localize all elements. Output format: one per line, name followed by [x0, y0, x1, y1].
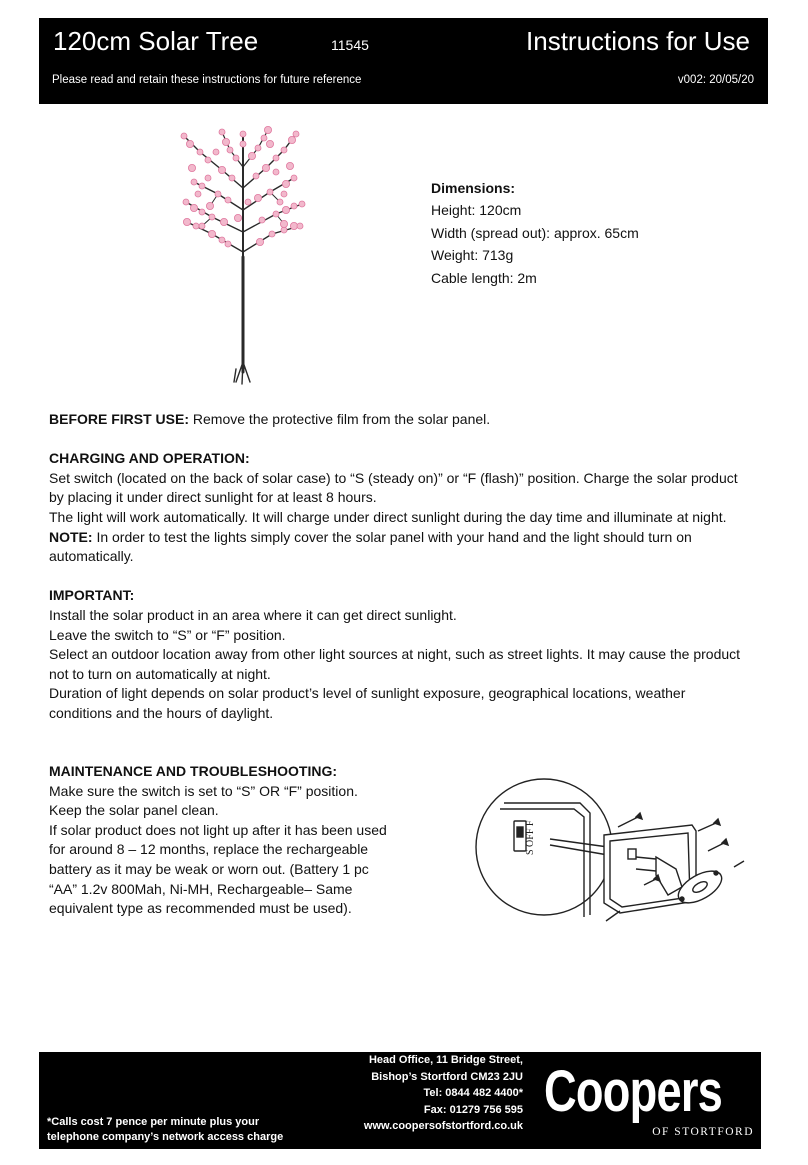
important-paragraph-4: Duration of light depends on solar product’s level of sunlight exposure, geographical locations, weather conditions and the hours of daylight. — [49, 685, 686, 721]
blossom-light — [262, 164, 269, 171]
blossom-light — [264, 126, 271, 133]
solar-tree-illustration — [172, 122, 312, 387]
important-paragraph-1: Install the solar product in an area where it can get direct sunlight. — [49, 606, 457, 623]
dimensions-block — [431, 177, 639, 289]
maintenance-heading: MAINTENANCE AND TROUBLESHOOTING: — [49, 763, 338, 779]
maintenance-paragraph-3: If solar product does not light up after it has been used for around 8 – 12 months, replace the rechargeable battery as it may be weak or worn out. (Battery 1 pc “AA” 1.2v 800Mah, Ni-MH, Rechargeable– Same equivalent type as recommended must be used). — [49, 821, 387, 917]
blossom-light — [191, 179, 197, 185]
dimensions-heading: Dimensions: — [431, 180, 516, 196]
blossom-light — [193, 223, 199, 229]
dimension-height: Height: 120cm — [431, 202, 522, 219]
address-line-1: Head Office, 11 Bridge Street, — [368, 1054, 523, 1066]
blossom-light — [190, 204, 197, 211]
company-address — [357, 1052, 523, 1135]
coopers-logo — [544, 1059, 754, 1142]
blossom-light — [205, 175, 211, 181]
dimension-width: Width (spread out): approx. 65cm — [431, 224, 639, 241]
blossom-light — [240, 131, 246, 137]
product-title: 120cm Solar Tree — [53, 26, 259, 56]
website-link[interactable]: www.coopersofstortford.co.uk — [363, 1120, 523, 1132]
important-paragraph-3: Select an outdoor location away from other light sources at night, such as street lights. It may cause the product not to turn on automatically at night. — [49, 646, 741, 682]
blossom-light — [199, 209, 205, 215]
solar-panel-mounting-diagram — [470, 775, 748, 923]
blossom-light — [282, 180, 289, 187]
before-first-use-paragraph — [49, 410, 749, 430]
blossom-light — [227, 147, 233, 153]
blossom-light — [181, 133, 187, 139]
blossom-light — [253, 173, 259, 179]
blossom-light — [240, 141, 246, 147]
blossom-light — [273, 155, 279, 161]
header-bar — [39, 18, 768, 104]
maintenance-paragraph-1: Make sure the switch is set to “S” OR “F” position. — [49, 782, 358, 799]
blossom-light — [220, 218, 227, 225]
blossom-light — [273, 211, 279, 217]
note-paragraph — [49, 528, 749, 567]
blossom-light — [213, 149, 219, 155]
logo-subtitle: OF STORTFORD — [652, 1126, 754, 1138]
blossom-light — [277, 199, 283, 205]
blossom-light — [267, 189, 273, 195]
blossom-light — [199, 183, 205, 189]
blossom-light — [197, 149, 203, 155]
blossom-light — [299, 201, 305, 207]
blossom-light — [273, 169, 279, 175]
blossom-light — [282, 206, 289, 213]
version-label: v002: 20/05/20 — [677, 74, 754, 86]
blossom-light — [229, 175, 235, 181]
before-first-use-label: BEFORE FIRST USE: — [49, 411, 190, 427]
call-cost-line-1: *Calls cost 7 pence per minute plus your — [47, 1116, 260, 1128]
before-first-use-text: Remove the protective film from the solar panel. — [189, 411, 491, 427]
blossom-light — [225, 197, 231, 203]
blossom-light — [233, 155, 239, 161]
blossom-light — [218, 166, 225, 173]
blossom-light — [199, 223, 205, 229]
fax: Fax: 01279 756 595 — [423, 1103, 523, 1116]
blossom-light — [183, 199, 189, 205]
blossom-light — [290, 222, 297, 229]
blossom-light — [219, 237, 225, 243]
address-line-2: Bishop’s Stortford CM23 2JU — [371, 1070, 523, 1083]
blossom-light — [195, 191, 201, 197]
call-cost-note — [47, 1115, 347, 1145]
blossom-light — [245, 199, 251, 205]
note-text: In order to test the lights simply cover the solar panel with your hand and the light should turn on automatically. — [49, 528, 692, 565]
blossom-light — [280, 220, 287, 227]
blossom-light — [255, 145, 261, 151]
charging-heading: CHARGING AND OPERATION: — [49, 450, 250, 467]
instructions-body — [49, 410, 749, 724]
blossom-light — [254, 194, 261, 201]
blossom-light — [269, 231, 275, 237]
call-cost-line-2: telephone company’s network access charge — [47, 1131, 284, 1143]
logo-wordmark: Coopers — [544, 1059, 723, 1124]
product-code: 11545 — [331, 37, 369, 53]
blossom-light — [225, 241, 231, 247]
blossom-light — [234, 214, 241, 221]
dimension-weight: Weight: 713g — [431, 247, 514, 264]
instructions-heading: Instructions for Use — [526, 26, 750, 56]
blossom-light — [256, 238, 263, 245]
charging-paragraph-1: Set switch (located on the back of solar case) to “S (steady on)” or “F (flash)” position. Charge the solar product by placing it under direct sunlight for at least 8 hours. — [49, 469, 738, 506]
blossom-light — [297, 223, 303, 229]
note-label: NOTE: — [49, 528, 93, 545]
blossom-light — [261, 135, 267, 141]
blossom-light — [291, 203, 297, 209]
blossom-light — [259, 217, 265, 223]
header-subtitle: Please read and retain these instructions for future reference — [52, 74, 362, 86]
blossom-light — [183, 218, 190, 225]
blossom-light — [188, 164, 195, 171]
blossom-light — [286, 162, 293, 169]
blossom-light — [206, 202, 213, 209]
blossom-light — [186, 140, 193, 147]
maintenance-block — [49, 762, 389, 919]
blossom-light — [291, 175, 297, 181]
blossom-light — [293, 131, 299, 137]
telephone: Tel: 0844 482 4400* — [423, 1087, 523, 1099]
blossom-light — [215, 191, 221, 197]
dimension-cable-length: Cable length: 2m — [431, 269, 537, 286]
blossom-light — [209, 214, 215, 220]
blossom-light — [281, 191, 287, 197]
maintenance-paragraph-2: Keep the solar panel clean. — [49, 802, 219, 819]
blossom-light — [281, 147, 287, 153]
blossom-light — [222, 138, 229, 145]
footer-bar — [39, 1052, 761, 1149]
blossom-light — [266, 140, 273, 147]
switch-label: S OFF F — [525, 820, 536, 855]
blossom-light — [205, 157, 211, 163]
blossom-light — [208, 230, 215, 237]
blossom-light — [248, 152, 255, 159]
blossom-light — [288, 136, 295, 143]
important-heading: IMPORTANT: — [49, 587, 135, 604]
important-paragraph-2: Leave the switch to “S” or “F” position. — [49, 626, 286, 643]
charging-paragraph-2: The light will work automatically. It will charge under direct sunlight during the day time and illuminate at night. — [49, 508, 727, 525]
blossom-light — [219, 129, 225, 135]
